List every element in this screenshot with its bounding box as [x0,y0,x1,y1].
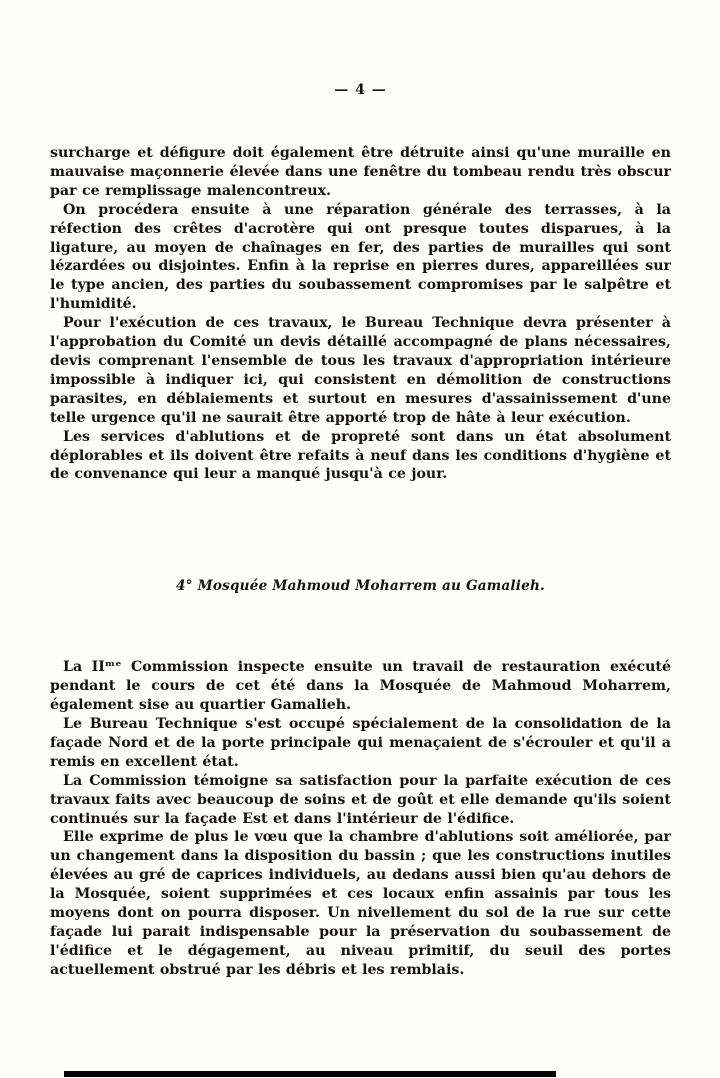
page-number: — 4 — [334,82,387,98]
scan-artifact-bar [64,1071,556,1077]
paragraph-voeu-ablutions: Elle exprime de plus le vœu que la chambre d'ablutions soit améliorée, par un changement dans la disposition du bassin ; que les constructions inutiles élevées au gré de caprices individuels, au dedans aussi bien qu'au dehors de la Mosquée, soient supprimées et ces locaux enfin assainis par tous les moyens dont on pourra disposer. Un nivellement du sol de la rue sur cette façade lui parait indispensable pour la préservation du soubassement de l'édifice et le dégagement, au niveau primitif, du seuil des portes actuellement obstrué par les débris et les remblais. [50,829,671,978]
paragraph-bureau-technique: Le Bureau Technique s'est occupé spécialement de la consolidation de la façade Nord et de la porte principale qui menaçaient de s'écrouler et qu'il a remis en excellent état. [50,716,671,770]
page-body [50,144,671,980]
paragraph-surcharge: surcharge et défigure doit également être détruite ainsi qu'une muraille en mauvaise maçonnerie élevée dans une fenêtre du tombeau rendu très obscur par ce remplissage malencontreux. [50,145,671,199]
paragraph-reparation-terrasses: On procédera ensuite à une réparation générale des terrasses, à la réfection des crêtes d'acrotère qui ont presque toutes disparues, à la ligature, au moyen de chaînages en fer, des parties de murailles qui sont lézardées ou disjointes. Enfin à la reprise en pierres dures, appareillées sur le type ancien, des parties du soubassement compromises par le salpêtre et l'humidité. [50,201,671,313]
paragraph-execution-travaux: Pour l'exécution de ces travaux, le Bureau Technique devra présenter à l'approbation du Comité un devis détaillé accompagné de plans nécessaires, devis comprenant l'ensemble de tous les travaux d'appropriation intérieure impossible à indiquer ici, qui consistent en démolition de constructions parasites, en déblaiements et surtout en mesures d'assainissement d'une telle urgence qu'il ne saurait être apporté trop de hâte à leur exécution. [50,315,671,426]
paragraph-commission-satisfaction: La Commission témoigne sa satisfaction pour la parfaite exécution de ces travaux faits avec beaucoup de soins et de goût et elle demande qu'ils soient continués sur la façade Est et dans l'intérieur de l'édifice. [50,772,671,827]
section-heading-mosquee-mahmoud-moharrem: 4° Mosquée Mahmoud Moharrem au Gamalieh. [175,578,545,595]
paragraph-services-ablutions: Les services d'ablutions et de propreté sont dans un état absolument déplorables et ils doivent être refaits à neuf dans les conditions d'hygiène et de convenance qui leur a manqué jusqu'à ce jour. [50,428,671,483]
paragraph-commission-inspecte: La IIᵐᵉ Commission inspecte ensuite un travail de restauration exécuté pendant le cours de cet été dans la Mosquée de Mahmoud Moharrem, également sise au quartier Gamalieh. [50,659,671,714]
